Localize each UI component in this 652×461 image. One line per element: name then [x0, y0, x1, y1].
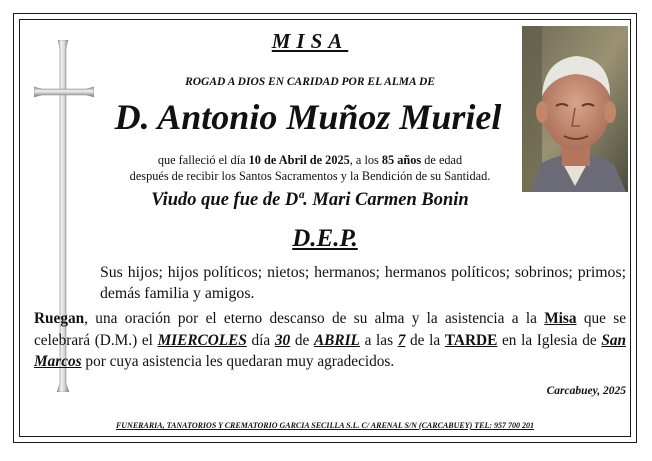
mass-notice — [34, 308, 626, 373]
sacraments-line: después de recibir los Santos Sacramentos y la Bendición de su Santidad. — [129, 169, 491, 183]
death-text-mid: , a los — [349, 153, 382, 167]
death-info — [90, 152, 530, 184]
church-name: San Marcos — [34, 331, 627, 370]
notice-text-8: por cuya asistencia les quedaran muy agradecidos. — [81, 353, 395, 370]
misa-word: Misa — [544, 310, 577, 327]
death-text-pre: que falleció el día — [157, 153, 249, 167]
mass-day: 30 — [274, 331, 291, 349]
place-date: Carcabuey, 2025 — [546, 385, 626, 397]
title-misa: MISA — [271, 29, 349, 53]
notice-text-4: de — [290, 331, 314, 349]
notice-text-3: día — [246, 331, 275, 349]
mass-period: TARDE — [444, 331, 498, 349]
notice-text-5: a las — [359, 331, 398, 349]
rip-heading: D.E.P. — [292, 225, 358, 252]
notice-text-7: en la Iglesia de — [497, 331, 602, 349]
notice-text-6: de la — [405, 331, 445, 349]
funeral-home-footer: FUNERARIA, TANATORIOS Y CREMATORIO GARCIA SECILLA S.L. C/ ARENAL S/N (CARCABUEY) TEL: 957 700 201 — [115, 421, 535, 430]
death-text-post: de edad — [421, 153, 463, 167]
notice-text-2: que se celebrará (D.M.) el — [34, 310, 626, 349]
death-age: 85 años — [381, 153, 422, 167]
deceased-name: D. Antonio Muñoz Muriel — [114, 97, 502, 137]
deceased-photo — [522, 26, 628, 192]
family-text: Sus hijos; hijos políticos; nietos; hermanos; hermanos políticos; sobrinos; primos; demás familia y amigos. — [100, 264, 626, 302]
widower-line: Viudo que fue de Dª. Mari Carmen Bonin — [151, 190, 469, 210]
mass-month: ABRIL — [313, 331, 360, 349]
ruegan-word: Ruegan — [34, 310, 85, 327]
notice-text-1: , una oración por el eterno descanso de su alma y la asistencia a la — [84, 310, 545, 327]
prayer-line: ROGAD A DIOS EN CARIDAD POR EL ALMA DE — [185, 76, 435, 88]
mass-weekday: MIERCOLES — [157, 331, 247, 349]
mass-hour: 7 — [397, 331, 406, 349]
death-date: 10 de Abril de 2025 — [248, 153, 350, 167]
